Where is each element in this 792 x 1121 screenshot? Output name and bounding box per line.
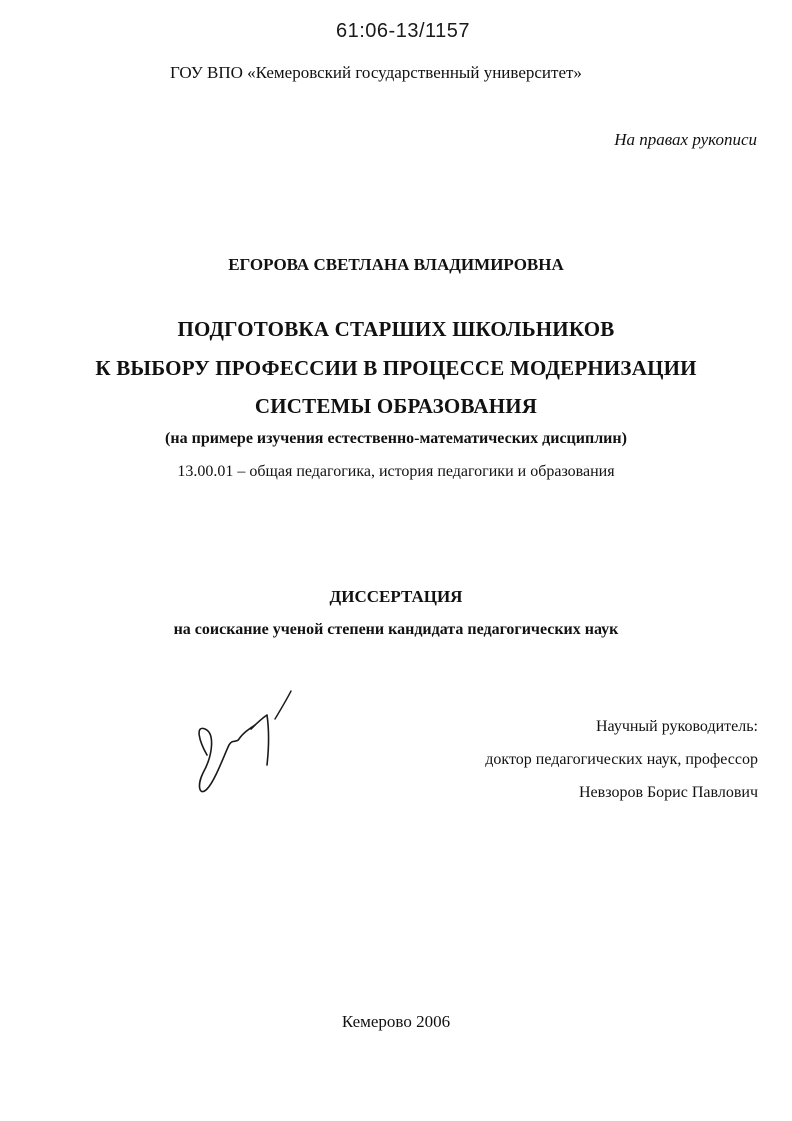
degree-statement: на соискание ученой степени кандидата педагогических наук	[173, 621, 619, 638]
archive-stamp-number: 61:06-13/1157	[336, 20, 471, 42]
city-year: Кемерово 2006	[341, 1012, 451, 1031]
handwritten-signature-icon	[185, 685, 305, 805]
supervisor-credentials: доктор педагогических наук, профессор	[485, 751, 758, 768]
supervisor-label: Научный руководитель:	[595, 718, 758, 735]
title-line-2: К ВЫБОРУ ПРОФЕССИИ В ПРОЦЕССЕ МОДЕРНИЗАЦИИ	[95, 356, 697, 380]
institution-name: ГОУ ВПО «Кемеровский государственный университет»	[170, 63, 582, 82]
author-name: ЕГОРОВА СВЕТЛАНА ВЛАДИМИРОВНА	[228, 255, 564, 274]
title-line-3: СИСТЕМЫ ОБРАЗОВАНИЯ	[254, 394, 538, 418]
specialty-code: 13.00.01 – общая педагогика, история педагогики и образования	[177, 463, 615, 480]
manuscript-rights-note: На правах рукописи	[614, 130, 757, 149]
document-type: ДИССЕРТАЦИЯ	[329, 587, 463, 606]
title-subtitle: (на примере изучения естественно-математических дисциплин)	[165, 430, 627, 447]
supervisor-name: Невзоров Борис Павлович	[579, 784, 758, 801]
title-line-1: ПОДГОТОВКА СТАРШИХ ШКОЛЬНИКОВ	[177, 317, 615, 341]
